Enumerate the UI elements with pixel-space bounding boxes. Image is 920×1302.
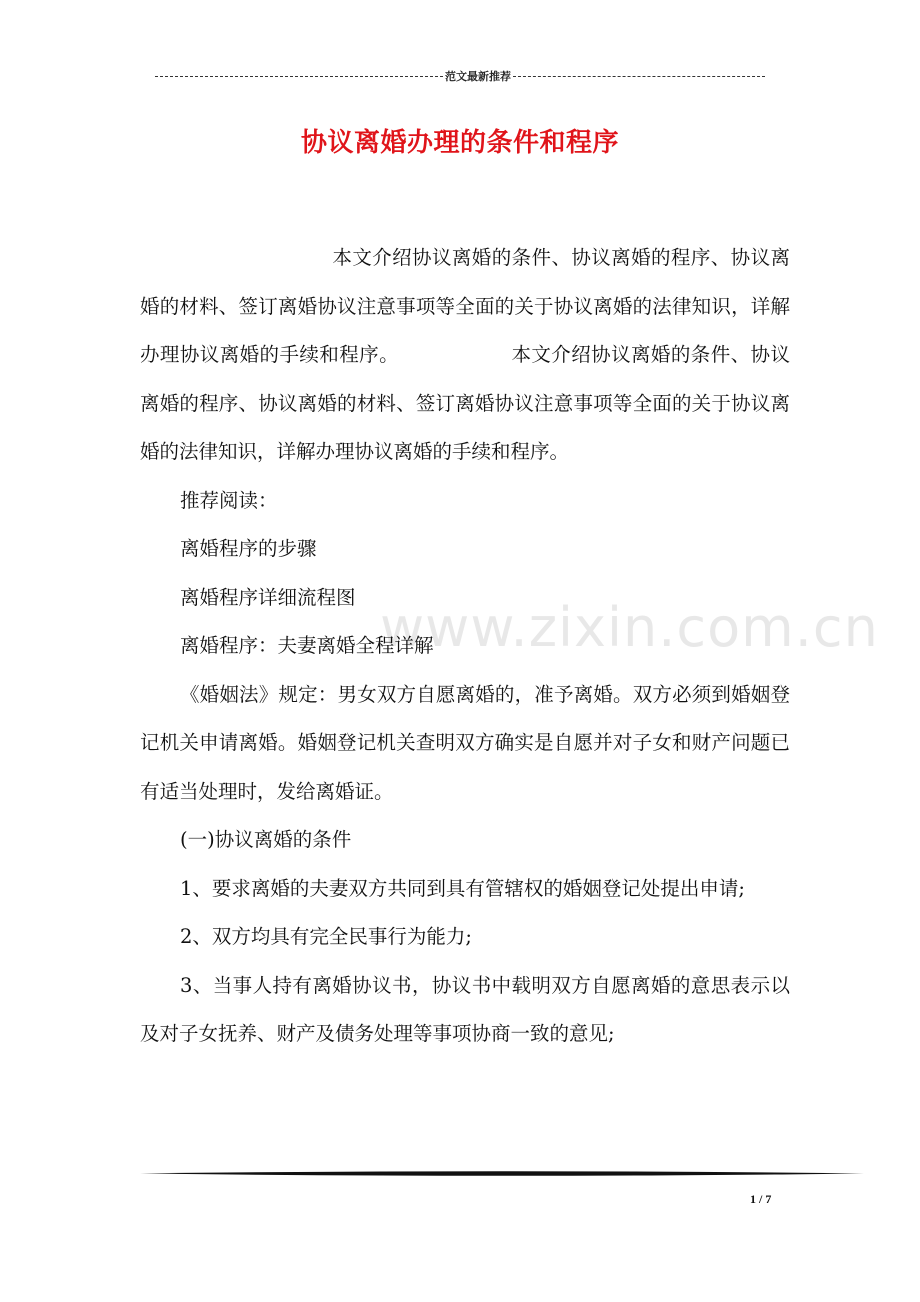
document-title: 协议离婚办理的条件和程序 — [300, 128, 619, 158]
intro-text-1: 本文介绍协议离婚的条件、协议离婚的程序、协议离婚的材料、签订离婚协议注意事项等全面的关于协议离婚的法律知识，详解办理协议离婚的手续和程序。 — [140, 246, 790, 366]
intro-paragraph — [140, 234, 790, 477]
recommend-heading: 推荐阅读： — [180, 488, 278, 512]
header-dash-right — [513, 76, 765, 77]
header-dash-left — [155, 76, 443, 77]
page-header — [140, 68, 780, 84]
condition-item: 3、当事人持有离婚协议书，协议书中载明双方自愿离婚的意思表示以及对子女抚养、财产及债务处理等事项协商一致的意见; — [140, 973, 790, 1045]
document-body — [140, 234, 790, 1059]
intro-text-2: 本文介绍协议离婚的条件、协议离婚的程序、协议离婚的材料、签订离婚协议注意事项等全面的关于协议离婚的法律知识，详解办理协议离婚的手续和程序。 — [140, 343, 790, 463]
recommend-link[interactable]: 离婚程序：夫妻离婚全程详解 — [180, 634, 434, 657]
header-label: 范文最新推荐 — [445, 70, 511, 83]
page-number: 1 / 7 — [750, 1192, 772, 1206]
condition-item: 2、双方均具有完全民事行为能力; — [180, 925, 472, 948]
footer-rule — [140, 1170, 864, 1177]
recommend-link[interactable]: 离婚程序详细流程图 — [180, 585, 356, 609]
section-heading: (一)协议离婚的条件 — [180, 828, 352, 851]
recommend-link[interactable]: 离婚程序的步骤 — [180, 537, 317, 560]
watermark: www.zixin.com.cn — [380, 596, 879, 659]
law-paragraph: 《婚姻法》规定：男女双方自愿离婚的，准予离婚。双方必须到婚姻登记机关申请离婚。婚姻登记机关查明双方确实是自愿并对子女和财产问题已有适当处理时，发给离婚证。 — [140, 682, 790, 803]
condition-item: 1、要求离婚的夫妻双方共同到具有管辖权的婚姻登记处提出申请; — [180, 876, 745, 900]
